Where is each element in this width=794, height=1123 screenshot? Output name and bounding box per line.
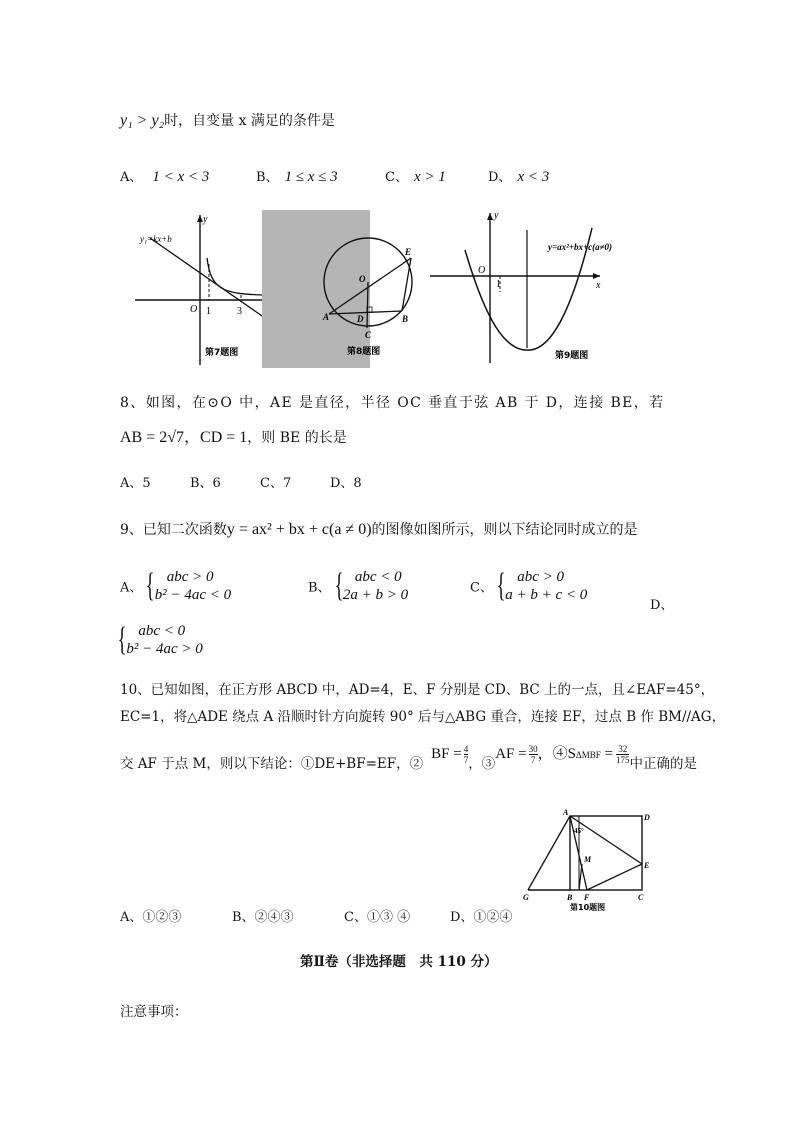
q7-option-b: B、 1 ≤ x ≤ 3	[256, 169, 338, 185]
q9-option-d: { abc < 0 b² − 4ac > 0	[117, 621, 203, 658]
q9-option-d-label: D、	[650, 598, 674, 613]
q10-option-d: D、①②④	[450, 910, 513, 925]
q8-stem-line2	[120, 424, 347, 447]
fig7-line-label: y₁=kx+b	[140, 234, 172, 244]
fig8-label-c: C	[365, 330, 372, 340]
fig10-label-e: E	[644, 861, 650, 870]
figure-9	[430, 208, 613, 368]
fig8-label-a: A	[323, 312, 330, 322]
fig7-caption: 第7题图	[205, 348, 239, 358]
q10-line1: 10、已知如图，在正方形 ABCD 中，AD=4，E、F 分别是 CD、BC 上的一点，且∠EAF=45°，	[120, 682, 715, 698]
q8-stem-line1: 8、如图，在⊙O 中，AE 是直径，半径 OC 垂直于弦 AB 于 D，连接 BE，若	[120, 395, 665, 411]
fig9-caption: 第9题图	[555, 351, 589, 361]
fig10-angle-label: 45°	[574, 827, 584, 835]
fig8-label-d: D	[357, 314, 364, 324]
q7-option-d: D、 x < 3	[488, 169, 550, 185]
fig7-origin: O	[190, 304, 198, 315]
q7-condition	[120, 110, 335, 130]
fig10-label-f: F	[584, 893, 590, 902]
fig9-equation: y=ax²+bx+c(a≠0)	[548, 242, 613, 252]
q8-option-b: B、6	[190, 476, 221, 491]
fig9-origin: O	[478, 265, 486, 276]
q10-line2: EC=1，将△ADE 绕点 A 沿顺时针方向旋转 90° 后与△ABG 重合，连接 EF，过点 B 作 BM//AG，	[120, 709, 726, 725]
q10-option-a: A、①②③	[120, 910, 182, 925]
fig8-caption: 第8题图	[347, 347, 381, 357]
fig10-label-c: C	[638, 893, 644, 902]
fig10-label-m: M	[584, 855, 592, 864]
fig10-label-a: A	[563, 808, 569, 817]
q10-line3: 交 AF 于点 M，则以下结论：①DE+BF=EF，②BF = $\frac{4}{7}$ ，③AF = $\frac{30}{7}$ ，④SΔMBF = $\frac{32}{175}$ 中正确的是	[120, 744, 697, 772]
fig9-tick-1: 1	[496, 279, 501, 290]
fig10-label-d: D	[644, 813, 650, 822]
q9-math: y = ax² + bx + c(a ≠ 0)	[226, 521, 372, 538]
fig8-label-e: E	[405, 247, 412, 257]
fig10-caption: 第10题图	[570, 903, 606, 912]
fig7-tick-3: 3	[237, 306, 242, 317]
q8-option-d: D、8	[330, 476, 362, 491]
q9-option-a: A、 { abc > 0 b² − 4ac < 0	[120, 567, 232, 604]
fig8-label-b: B	[402, 314, 409, 324]
fig9-y-label: y	[494, 210, 499, 221]
section-title: 第Ⅱ卷（非选择题 共 110 分）	[300, 954, 498, 970]
q7-condition-text: 时，自变量 x 满足的条件是	[164, 113, 335, 129]
figure-10	[520, 806, 660, 916]
fig10-label-b: B	[567, 893, 573, 902]
q8-stem-text2: ，则 BE 的长是	[247, 430, 347, 446]
q8-math: AB = 2√7，CD = 1	[120, 429, 248, 446]
fig10-label-g: G	[523, 893, 529, 902]
q10-option-b: B、②④③	[232, 910, 294, 925]
section-notes: 注意事项：	[120, 1004, 188, 1020]
q7-option-c: C、 x > 1	[385, 169, 446, 185]
q9-stem	[120, 519, 638, 539]
q9-option-c: C、 { abc > 0 a + b + c < 0	[470, 567, 588, 604]
q9-option-b: B、 { abc < 0 2a + b > 0	[308, 567, 409, 604]
q9-stem-text1: 9、已知二次函数	[120, 522, 227, 538]
q10-option-c: C、①③ ④	[344, 910, 411, 925]
q8-option-a: A、5	[120, 476, 151, 491]
fig9-x-label: x	[596, 280, 601, 291]
q9-stem-text2: 的图像如图所示，则以下结论同时成立的是	[371, 522, 638, 538]
fig7-y-label: y	[203, 214, 208, 225]
figure-8	[313, 210, 423, 370]
figure-7	[135, 210, 270, 375]
q8-option-c: C、7	[260, 476, 292, 491]
fig7-tick-1: 1	[206, 306, 211, 317]
fig8-label-o: O	[359, 274, 366, 284]
q7-option-a: A、 1 < x < 3	[120, 169, 210, 185]
q7-condition-math: y₁ > y₂	[120, 112, 165, 129]
